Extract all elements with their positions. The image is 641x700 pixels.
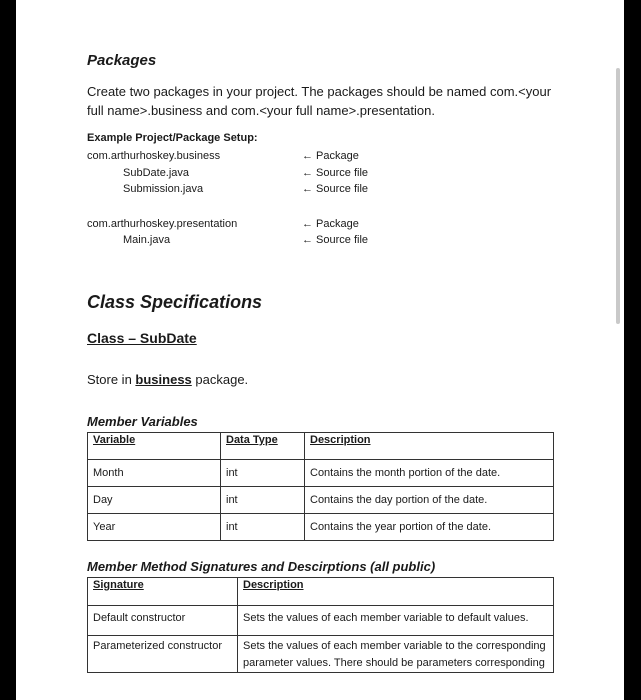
table-cell: int xyxy=(221,514,305,541)
column-header: Description xyxy=(305,433,554,460)
column-header: Description xyxy=(238,578,554,606)
vertical-scrollbar[interactable] xyxy=(616,68,620,324)
store-prefix: Store in xyxy=(87,372,136,387)
table-row xyxy=(88,514,554,541)
column-header: Variable xyxy=(88,433,221,460)
setup-item-note: ← Source file xyxy=(302,234,369,246)
table-cell: Month xyxy=(88,460,221,487)
table-cell: Sets the values of each member variable to the corresponding parameter values. There should be parameters corresponding xyxy=(238,636,554,673)
member-variables-heading: Member Variables xyxy=(87,414,198,429)
table-cell: Parameterized constructor xyxy=(88,636,238,673)
store-line xyxy=(87,372,248,387)
column-header: Signature xyxy=(88,578,238,606)
table-cell: Contains the day portion of the date. xyxy=(305,487,554,514)
setup-item-name: com.arthurhoskey.business xyxy=(87,150,221,162)
table-cell: Contains the month portion of the date. xyxy=(305,460,554,487)
store-suffix: package. xyxy=(191,372,249,387)
table-cell: Contains the year portion of the date. xyxy=(305,514,554,541)
table-row xyxy=(88,636,554,673)
table-cell: int xyxy=(221,487,305,514)
table-cell: Sets the values of each member variable to default values. xyxy=(238,606,554,636)
table-cell: Day xyxy=(88,487,221,514)
packages-heading: Packages xyxy=(87,52,157,69)
table-header-row xyxy=(88,578,554,606)
table-row xyxy=(88,460,554,487)
setup-item-note: ← Package xyxy=(302,218,359,230)
setup-item-note: ← Source file xyxy=(302,167,369,179)
setup-item-name: com.arthurhoskey.presentation xyxy=(87,218,238,230)
packages-intro: Create two packages in your project. The packages should be named com.<your full name>.business and com.<your full name>.presentation. xyxy=(87,84,552,118)
store-package-name: business xyxy=(135,372,192,387)
document-page xyxy=(16,0,624,700)
setup-item-note: ← Package xyxy=(302,150,359,162)
class-subdate-heading: Class – SubDate xyxy=(87,330,197,346)
member-methods-heading: Member Method Signatures and Descirptions (all public) xyxy=(87,559,436,574)
table-row xyxy=(88,606,554,636)
column-header: Data Type xyxy=(221,433,305,460)
setup-item-name: SubDate.java xyxy=(123,167,190,179)
setup-title: Example Project/Package Setup: xyxy=(87,132,258,144)
setup-item-name: Submission.java xyxy=(123,183,204,195)
member-methods-table xyxy=(87,577,554,673)
table-cell: Default constructor xyxy=(88,606,238,636)
table-cell: Year xyxy=(88,514,221,541)
member-variables-table xyxy=(87,432,554,541)
class-specs-heading: Class Specifications xyxy=(87,292,263,312)
setup-item-name: Main.java xyxy=(123,234,171,246)
setup-item-note: ← Source file xyxy=(302,183,369,195)
table-row xyxy=(88,487,554,514)
table-cell: int xyxy=(221,460,305,487)
table-header-row xyxy=(88,433,554,460)
